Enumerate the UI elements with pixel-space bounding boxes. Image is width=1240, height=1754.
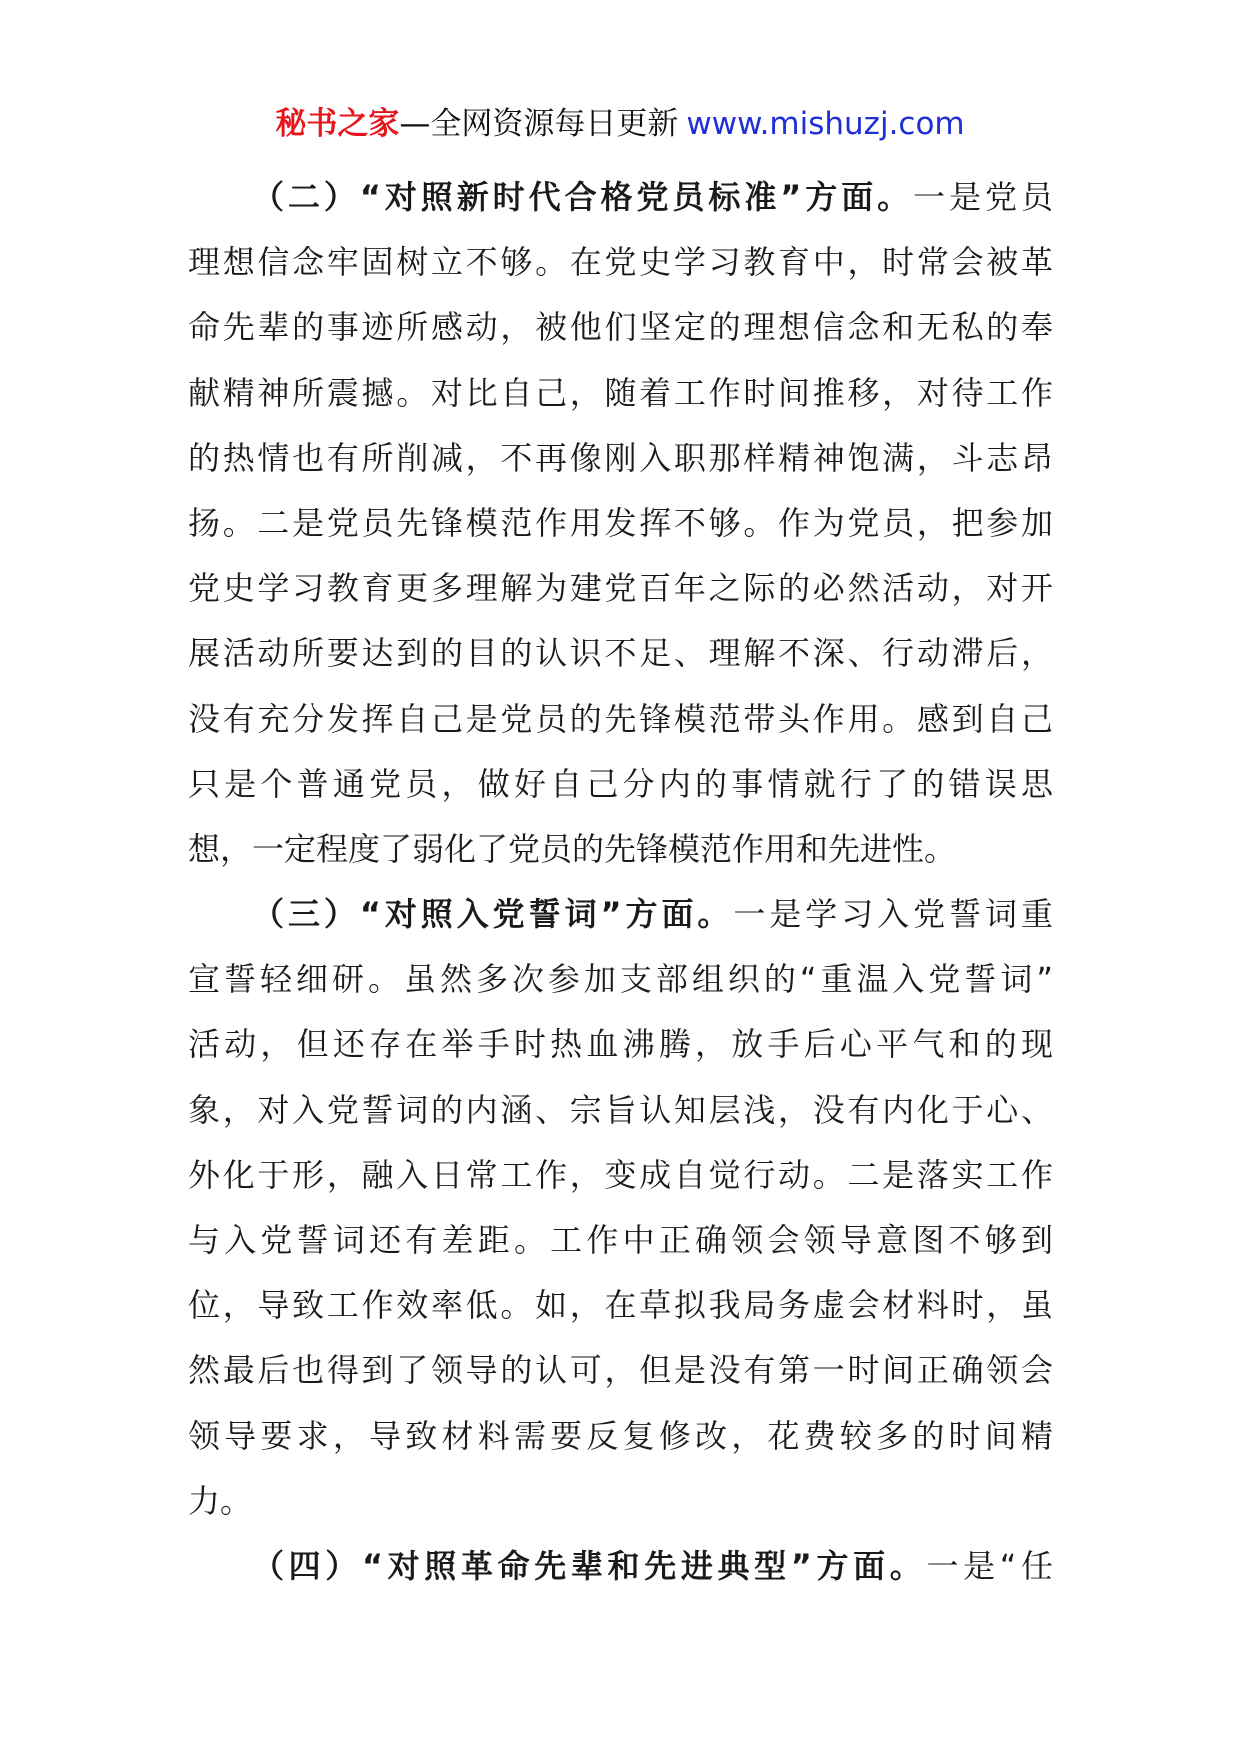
site-header <box>0 102 1240 146</box>
paragraph-line: （四）“对照革命先辈和先进典型”方面。一是“任 <box>252 1546 1053 1585</box>
paragraph-heading: （二）“对照新时代合格党员标准”方面。 <box>252 178 914 216</box>
paragraph-heading: （四）“对照革命先辈和先进典型”方面。 <box>252 1546 927 1585</box>
paragraph-line: 与入党誓词还有差距。工作中正确领会领导意图不够到 <box>188 1221 1053 1259</box>
paragraph-line: 理想信念牢固树立不够。在党史学习教育中，时常会被革 <box>188 243 1053 282</box>
paragraph-heading: （三）“对照入党誓词”方面。 <box>252 895 734 934</box>
paragraph-line: （三）“对照入党誓词”方面。一是学习入党誓词重 <box>252 895 1053 934</box>
paragraph-line: 没有充分发挥自己是党员的先锋模范带头作用。感到自己 <box>188 699 1053 738</box>
paragraph-2 <box>188 165 1053 882</box>
paragraph-line: 只是个普通党员，做好自己分内的事情就行了的错误思 <box>188 764 1053 803</box>
paragraph-4 <box>188 1534 1053 1599</box>
paragraph-line: 活动，但还存在举手时热血沸腾，放手后心平气和的现 <box>188 1025 1053 1064</box>
paragraph-line: 领导要求，导致材料需要反复修改，花费较多的时间精 <box>188 1416 1053 1455</box>
paragraph-line: 象，对入党誓词的内涵、宗旨认知层浅，没有内化于心、 <box>188 1090 1053 1129</box>
paragraph-line: （二）“对照新时代合格党员标准”方面。一是党员 <box>252 178 1053 216</box>
paragraph-line: 的热情也有所削减，不再像刚入职那样精神饱满，斗志昂 <box>188 438 1053 477</box>
paragraph-line: 党史学习教育更多理解为建党百年之际的必然活动，对开 <box>188 569 1053 608</box>
paragraph-line: 命先辈的事迹所感动，被他们坚定的理想信念和无私的奉 <box>188 308 1053 347</box>
header-tagline: —全网资源每日更新 <box>399 106 679 142</box>
document-body <box>188 165 1053 1599</box>
site-url[interactable]: www.mishuzj.com <box>686 106 965 142</box>
paragraph-line: 位，导致工作效率低。如，在草拟我局务虚会材料时，虽 <box>188 1286 1053 1325</box>
paragraph-line: 献精神所震撼。对比自己，随着工作时间推移，对待工作 <box>188 373 1053 412</box>
paragraph-3 <box>188 882 1053 1534</box>
brand-name: 秘书之家 <box>275 106 400 142</box>
paragraph-line: 外化于形，融入日常工作，变成自觉行动。二是落实工作 <box>188 1155 1053 1194</box>
paragraph-line: 扬。二是党员先锋模范作用发挥不够。作为党员，把参加 <box>188 503 1053 542</box>
paragraph-line: 展活动所要达到的目的认识不足、理解不深、行动滞后， <box>188 634 1053 673</box>
paragraph-line: 想，一定程度了弱化了党员的先锋模范作用和先进性。 <box>188 829 957 868</box>
paragraph-line: 力。 <box>188 1481 253 1520</box>
paragraph-line: 然最后也得到了领导的认可，但是没有第一时间正确领会 <box>188 1351 1053 1390</box>
paragraph-line: 宣誓轻细研。虽然多次参加支部组织的“重温入党誓词” <box>188 960 1053 999</box>
